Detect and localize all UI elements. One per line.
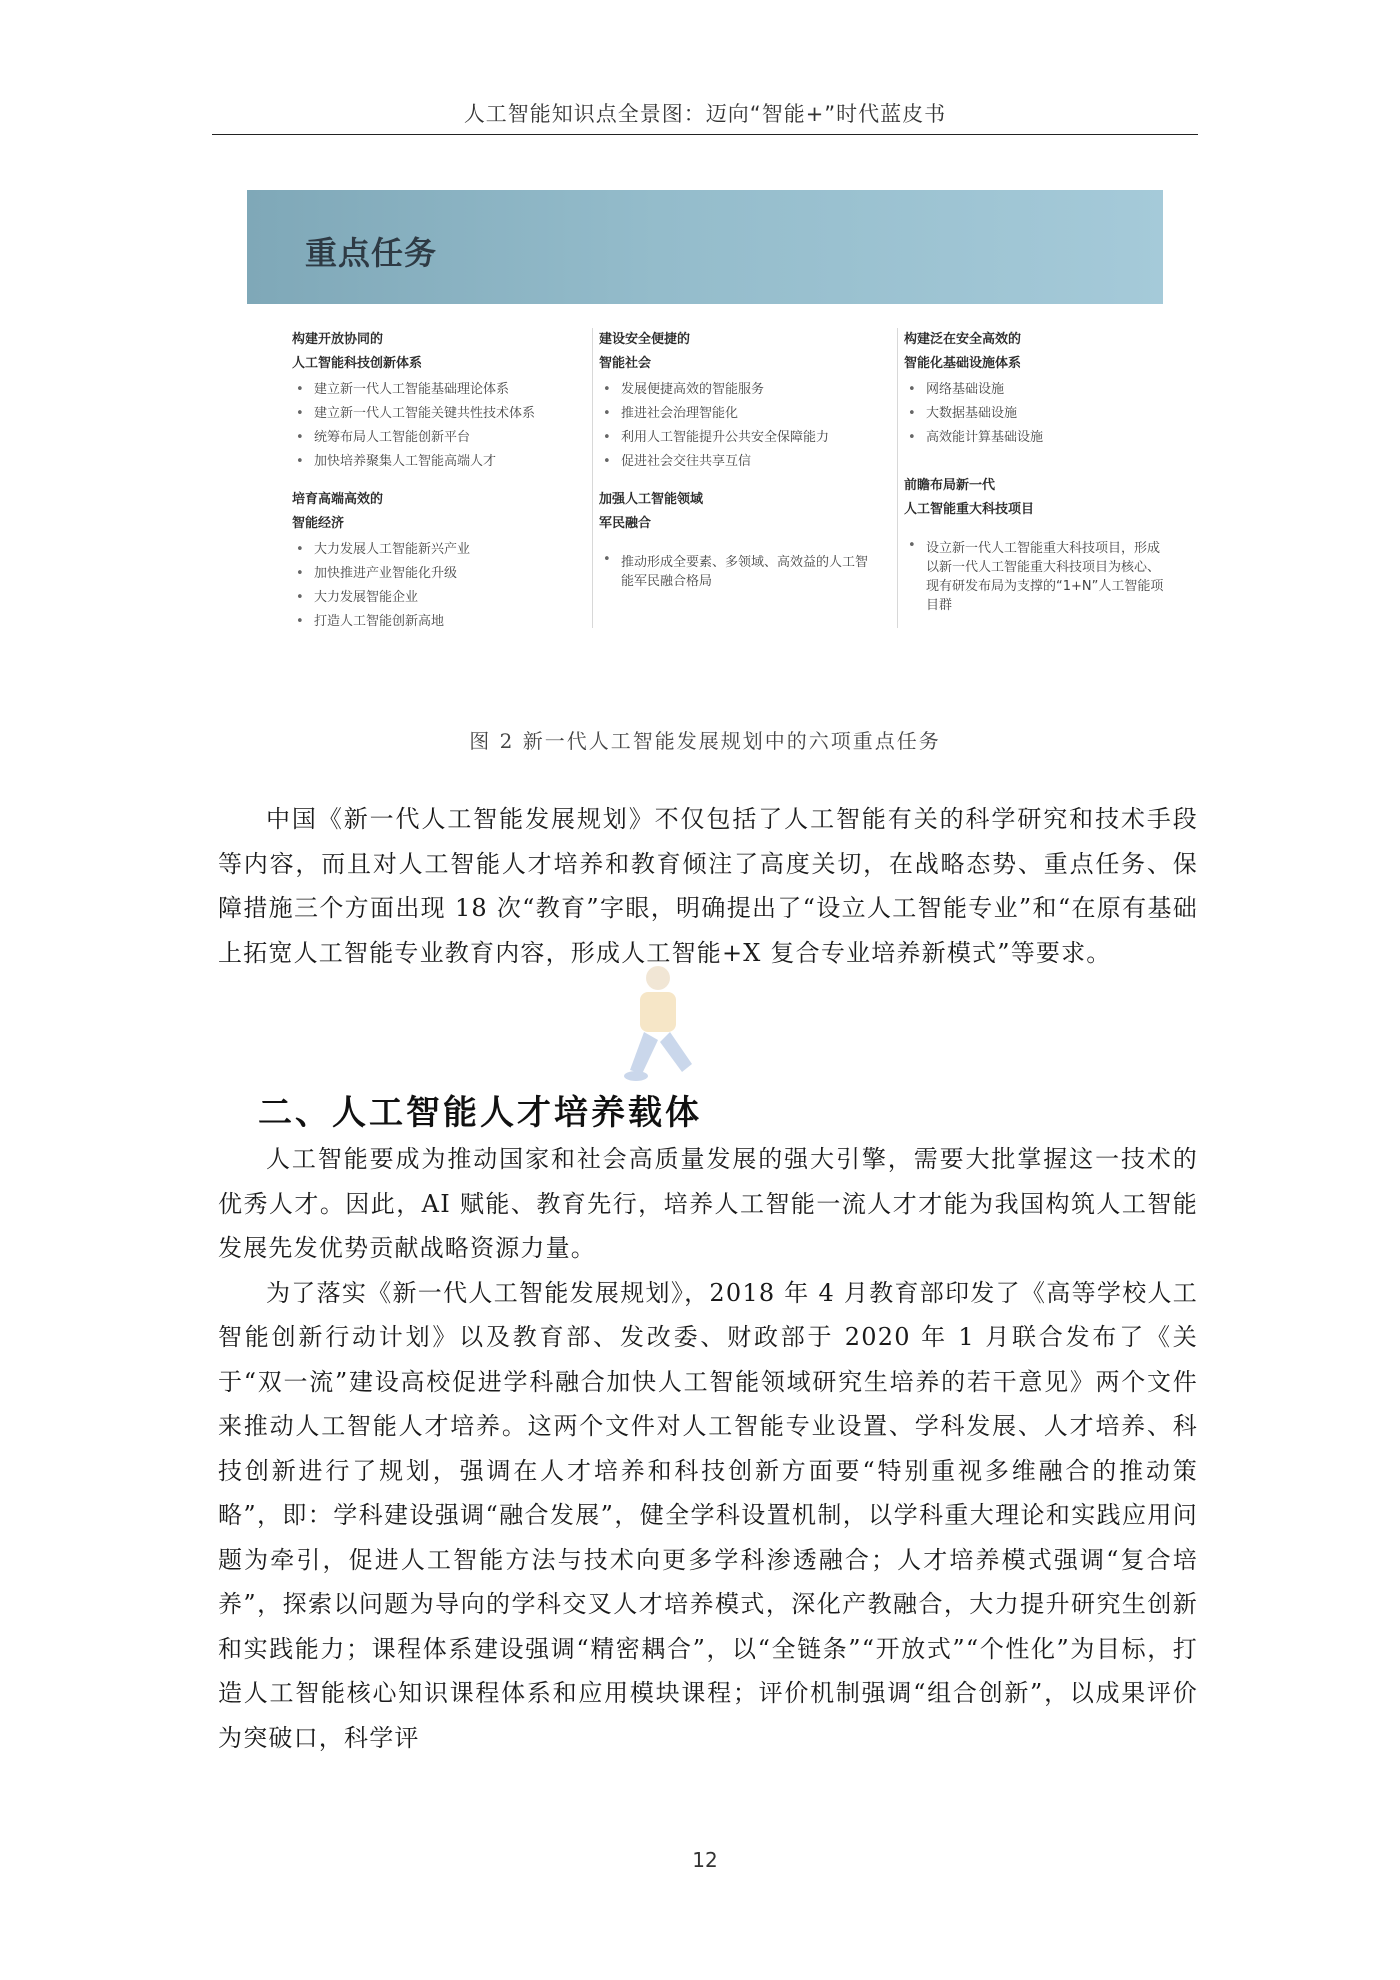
paragraph: 人工智能要成为推动国家和社会高质量发展的强大引擎，需要大批掌握这一技术的优秀人才。因此，AI 赋能、教育先行，培养人工智能一流人才才能为我国构筑人工智能发展先发优势贡献战略资源力量。 <box>218 1145 1198 1262</box>
task-item: • 大力发展人工智能新兴产业 <box>292 538 572 562</box>
page-number: 12 <box>692 1848 718 1872</box>
paragraph: 中国《新一代人工智能发展规划》不仅包括了人工智能有关的科学研究和技术手段等内容，而且对人工智能人才培养和教育倾注了高度关切，在战略态势、重点任务、保障措施三个方面出现 18 次“教育”字眼，明确提出了“设立人工智能专业”和“在原有基础上拓宽人工智能专业教育内容，形成人工智能+X 复合专业培养新模式”等要求。 <box>218 805 1198 967</box>
task-item: • 推进社会治理智能化 <box>599 402 869 426</box>
task-heading: 构建泛在安全高效的 <box>904 332 1022 347</box>
intro-paragraph <box>218 797 1198 975</box>
paragraph: 为了落实《新一代人工智能发展规划》，2018 年 4 月教育部印发了《高等学校人工智能创新行动计划》以及教育部、发改委、财政部于 2020 年 1 月联合发布了《关于“双一流”建设高校促进学科融合加快人工智能领域研究生培养的若干意见》两个文件来推动人工智能人才培养。这两个文件对人工智能专业设置、学科发展、人才培养、科技创新进行了规划，强调在人才培养和科技创新方面要“特别重视多维融合的推动策略”，即：学科建设强调“融合发展”，健全学科设置机制，以学科重大理论和实践应用问题为牵引，促进人工智能方法与技术向更多学科渗透融合；人才培养模式强调“复合培养”，探索以问题为导向的学科交叉人才培养模式，深化产教融合，大力提升研究生创新和实践能力；课程体系建设强调“精密耦合”，以“全链条”“开放式”“个性化”为目标，打造人工智能核心知识课程体系和应用模块课程；评价机制强调“组合创新”，以成果评价为突破口，科学评 <box>218 1278 1198 1752</box>
task-heading: 加强人工智能领域 <box>599 492 704 507</box>
task-column-1 <box>292 328 572 648</box>
task-item: • 大力发展智能企业 <box>292 586 572 610</box>
task-column-3 <box>897 328 1164 628</box>
running-header: 人工智能知识点全景图：迈向“智能+”时代蓝皮书 <box>463 102 947 126</box>
body-paragraphs <box>218 1137 1198 1760</box>
task-heading: 智能社会 <box>599 356 652 371</box>
section-heading: 二、人工智能人才培养载体 <box>258 1093 702 1133</box>
task-block <box>904 474 1164 615</box>
task-heading: 培育高端高效的 <box>292 492 384 507</box>
task-block <box>292 328 572 474</box>
task-item: • 利用人工智能提升公共安全保障能力 <box>599 426 869 450</box>
task-block <box>904 328 1164 450</box>
figure-banner <box>247 190 1163 304</box>
task-item: • 促进社会交往共享互信 <box>599 450 869 474</box>
task-heading: 前瞻布局新一代 <box>904 478 996 493</box>
task-heading: 军民融合 <box>599 516 652 531</box>
task-heading: 人工智能重大科技项目 <box>904 502 1035 517</box>
task-item: • 高效能计算基础设施 <box>904 426 1164 450</box>
task-item: • 加快培养聚集人工智能高端人才 <box>292 450 572 474</box>
task-heading: 智能化基础设施体系 <box>904 356 1022 371</box>
figure-title: 重点任务 <box>305 234 438 272</box>
figure-caption: 图 2 新一代人工智能发展规划中的六项重点任务 <box>469 729 941 753</box>
key-tasks-figure <box>247 190 1163 640</box>
task-block <box>599 328 869 474</box>
task-item: • 统筹布局人工智能创新平台 <box>292 426 572 450</box>
task-item: • 设立新一代人工智能重大科技项目，形成以新一代人工智能重大科技项目为核心、现有研发布局为支撑的“1+N”人工智能项目群 <box>904 536 1164 615</box>
task-item: • 建立新一代人工智能关键共性技术体系 <box>292 402 572 426</box>
task-item: • 打造人工智能创新高地 <box>292 610 572 634</box>
watermark-figure-icon <box>600 960 710 1090</box>
task-item: • 推动形成全要素、多领域、高效益的人工智能军民融合格局 <box>599 550 869 591</box>
task-item: • 加快推进产业智能化升级 <box>292 562 572 586</box>
task-item: • 网络基础设施 <box>904 378 1164 402</box>
task-block <box>292 488 572 634</box>
header-divider <box>212 134 1198 135</box>
task-heading: 人工智能科技创新体系 <box>292 356 423 371</box>
task-heading: 建设安全便捷的 <box>599 332 691 347</box>
task-column-2 <box>592 328 869 628</box>
task-item: • 建立新一代人工智能基础理论体系 <box>292 378 572 402</box>
task-block <box>599 488 869 591</box>
task-heading: 构建开放协同的 <box>292 332 384 347</box>
task-heading: 智能经济 <box>292 516 345 531</box>
task-item: • 大数据基础设施 <box>904 402 1164 426</box>
task-item: • 发展便捷高效的智能服务 <box>599 378 869 402</box>
